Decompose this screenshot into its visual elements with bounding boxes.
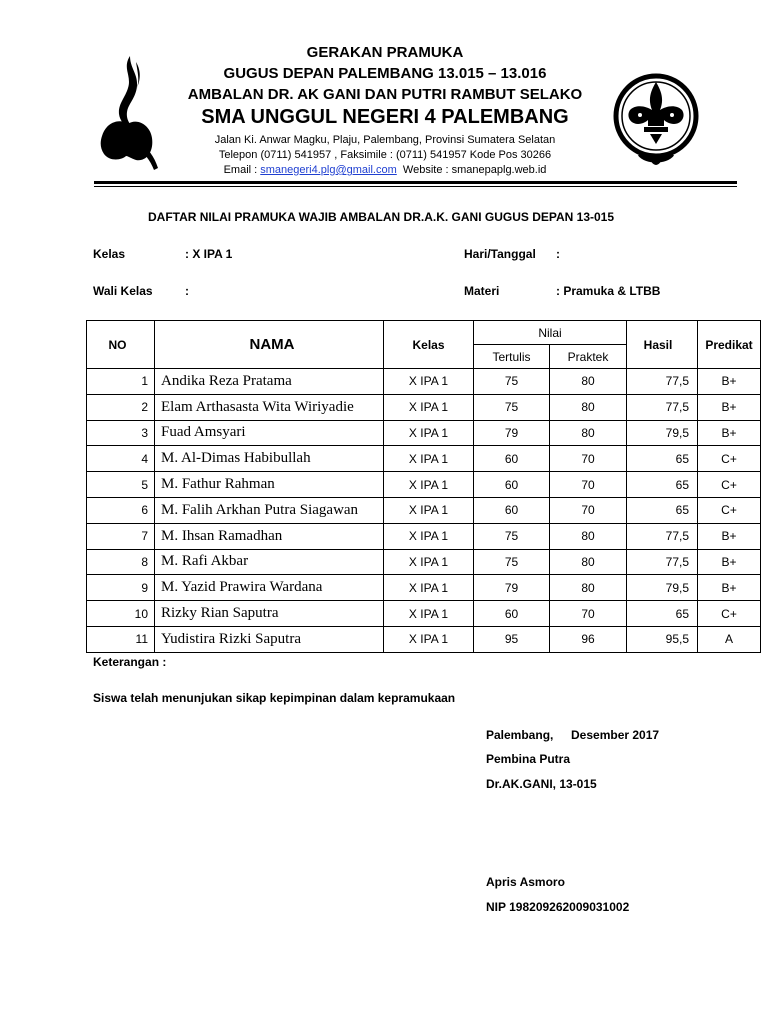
school-name: SMA UNGGUL NEGERI 4 PALEMBANG — [201, 106, 569, 128]
cell-tertulis: 60 — [474, 472, 550, 498]
cell-tertulis: 75 — [474, 369, 550, 395]
kelas-value: : X IPA 1 — [185, 247, 233, 261]
signature-nip: NIP 198209262009031002 — [486, 900, 630, 914]
cell-praktek: 70 — [550, 601, 627, 627]
cell-predikat: B+ — [698, 420, 761, 446]
table-row — [87, 497, 761, 523]
cell-hasil: 77,5 — [627, 369, 698, 395]
cell-praktek: 80 — [550, 523, 627, 549]
table-row — [87, 549, 761, 575]
school-phone: Telepon (0711) 541957 , Faksimile : (0711) 541957 Kode Pos 30266 — [218, 149, 552, 161]
signature-place: Palembang, — [486, 728, 554, 742]
cell-no: 1 — [87, 369, 155, 395]
cell-no: 2 — [87, 394, 155, 420]
document-title: DAFTAR NILAI PRAMUKA WAJIB AMBALAN DR.A.K. GANI GUGUS DEPAN 13-015 — [148, 210, 615, 224]
cell-kelas: X IPA 1 — [384, 472, 474, 498]
school-contact — [150, 164, 620, 176]
website-label: Website : — [402, 164, 452, 176]
cell-predikat: B+ — [698, 369, 761, 395]
cell-hasil: 65 — [627, 497, 698, 523]
email-link[interactable]: smanegeri4.plg@gmail.com — [260, 164, 397, 176]
school-address: Jalan Ki. Anwar Magku, Plaju, Palembang, Provinsi Sumatera Selatan — [214, 134, 556, 146]
cell-kelas: X IPA 1 — [384, 394, 474, 420]
wali-kelas-label: Wali Kelas — [93, 284, 153, 298]
header-line-3: AMBALAN DR. AK GANI DAN PUTRI RAMBUT SELAKO — [187, 86, 583, 103]
cell-kelas: X IPA 1 — [384, 575, 474, 601]
cell-hasil: 79,5 — [627, 420, 698, 446]
cell-predikat: B+ — [698, 549, 761, 575]
cell-predikat: C+ — [698, 497, 761, 523]
cell-praktek: 80 — [550, 549, 627, 575]
cell-nama: Fuad Amsyari — [155, 420, 384, 446]
cell-kelas: X IPA 1 — [384, 497, 474, 523]
cell-kelas: X IPA 1 — [384, 446, 474, 472]
cell-hasil: 65 — [627, 601, 698, 627]
table-row — [87, 446, 761, 472]
table-row — [87, 420, 761, 446]
materi-value: : Pramuka & LTBB — [556, 284, 661, 298]
cell-tertulis: 75 — [474, 394, 550, 420]
scout-fleur-de-lis-emblem-icon — [610, 70, 702, 170]
header-hasil: Hasil — [627, 321, 698, 369]
table-row — [87, 575, 761, 601]
cell-praktek: 96 — [550, 626, 627, 652]
header-divider-thin — [94, 186, 737, 187]
header-tertulis: Tertulis — [474, 345, 550, 369]
cell-praktek: 70 — [550, 446, 627, 472]
website-text: smanepaplg.web.id — [451, 164, 547, 176]
cell-predikat: B+ — [698, 575, 761, 601]
header-nilai: Nilai — [474, 321, 627, 345]
table-row — [87, 523, 761, 549]
signature-role: Pembina Putra — [486, 752, 571, 766]
cell-no: 3 — [87, 420, 155, 446]
header-predikat: Predikat — [698, 321, 761, 369]
hari-tanggal-value: : — [556, 247, 560, 261]
header-kelas: Kelas — [384, 321, 474, 369]
cell-predikat: B+ — [698, 523, 761, 549]
cell-praktek: 80 — [550, 394, 627, 420]
cell-nama: M. Ihsan Ramadhan — [155, 523, 384, 549]
cell-hasil: 79,5 — [627, 575, 698, 601]
table-row — [87, 626, 761, 652]
cell-kelas: X IPA 1 — [384, 523, 474, 549]
cell-tertulis: 60 — [474, 601, 550, 627]
kelas-label: Kelas — [93, 247, 126, 261]
cell-no: 11 — [87, 626, 155, 652]
signature-unit: Dr.AK.GANI, 13-015 — [486, 777, 597, 791]
wali-kelas-value: : — [185, 284, 189, 298]
grades-table — [86, 320, 761, 653]
signature-name: Apris Asmoro — [486, 875, 565, 889]
cell-no: 6 — [87, 497, 155, 523]
cell-predikat: C+ — [698, 446, 761, 472]
cell-hasil: 65 — [627, 446, 698, 472]
cell-no: 5 — [87, 472, 155, 498]
cell-predikat: C+ — [698, 601, 761, 627]
cell-tertulis: 79 — [474, 575, 550, 601]
cell-no: 9 — [87, 575, 155, 601]
cell-no: 8 — [87, 549, 155, 575]
cell-nama: Yudistira Rizki Saputra — [155, 626, 384, 652]
cell-predikat: B+ — [698, 394, 761, 420]
signature-date: Desember 2017 — [571, 728, 660, 742]
cell-predikat: A — [698, 626, 761, 652]
header-praktek: Praktek — [550, 345, 627, 369]
cell-tertulis: 75 — [474, 549, 550, 575]
cell-nama: M. Al-Dimas Habibullah — [155, 446, 384, 472]
cell-nama: M. Falih Arkhan Putra Siagawan — [155, 497, 384, 523]
hari-tanggal-label: Hari/Tanggal — [464, 247, 536, 261]
email-label: Email : — [223, 164, 261, 176]
cell-nama: Andika Reza Pratama — [155, 369, 384, 395]
cell-tertulis: 60 — [474, 446, 550, 472]
cell-praktek: 80 — [550, 369, 627, 395]
cell-nama: M. Fathur Rahman — [155, 472, 384, 498]
header-nama: NAMA — [155, 321, 384, 369]
header-no: NO — [87, 321, 155, 369]
header-line-1: GERAKAN PRAMUKA — [306, 44, 464, 61]
cell-nama: Rizky Rian Saputra — [155, 601, 384, 627]
cell-tertulis: 95 — [474, 626, 550, 652]
materi-label: Materi — [464, 284, 500, 298]
cell-praktek: 80 — [550, 575, 627, 601]
cell-kelas: X IPA 1 — [384, 369, 474, 395]
cell-no: 7 — [87, 523, 155, 549]
cell-hasil: 77,5 — [627, 523, 698, 549]
cell-no: 10 — [87, 601, 155, 627]
cell-praktek: 80 — [550, 420, 627, 446]
cell-nama: Elam Arthasasta Wita Wiriyadie — [155, 394, 384, 420]
table-row — [87, 472, 761, 498]
table-row — [87, 394, 761, 420]
cell-hasil: 65 — [627, 472, 698, 498]
cell-hasil: 95,5 — [627, 626, 698, 652]
cell-tertulis: 75 — [474, 523, 550, 549]
cell-nama: M. Rafi Akbar — [155, 549, 384, 575]
cell-hasil: 77,5 — [627, 394, 698, 420]
cell-nama: M. Yazid Prawira Wardana — [155, 575, 384, 601]
header-line-2: GUGUS DEPAN PALEMBANG 13.015 – 13.016 — [223, 65, 547, 82]
cell-praktek: 70 — [550, 497, 627, 523]
cell-praktek: 70 — [550, 472, 627, 498]
cell-kelas: X IPA 1 — [384, 626, 474, 652]
cell-kelas: X IPA 1 — [384, 420, 474, 446]
note-text: Siswa telah menunjukan sikap kepimpinan dalam kepramukaan — [93, 691, 456, 705]
cell-tertulis: 60 — [474, 497, 550, 523]
cell-no: 4 — [87, 446, 155, 472]
cell-predikat: C+ — [698, 472, 761, 498]
cell-hasil: 77,5 — [627, 549, 698, 575]
header-divider-thick — [94, 181, 737, 184]
keterangan-label: Keterangan : — [93, 655, 167, 669]
table-row — [87, 369, 761, 395]
table-row — [87, 601, 761, 627]
cell-tertulis: 79 — [474, 420, 550, 446]
cell-kelas: X IPA 1 — [384, 549, 474, 575]
cell-kelas: X IPA 1 — [384, 601, 474, 627]
